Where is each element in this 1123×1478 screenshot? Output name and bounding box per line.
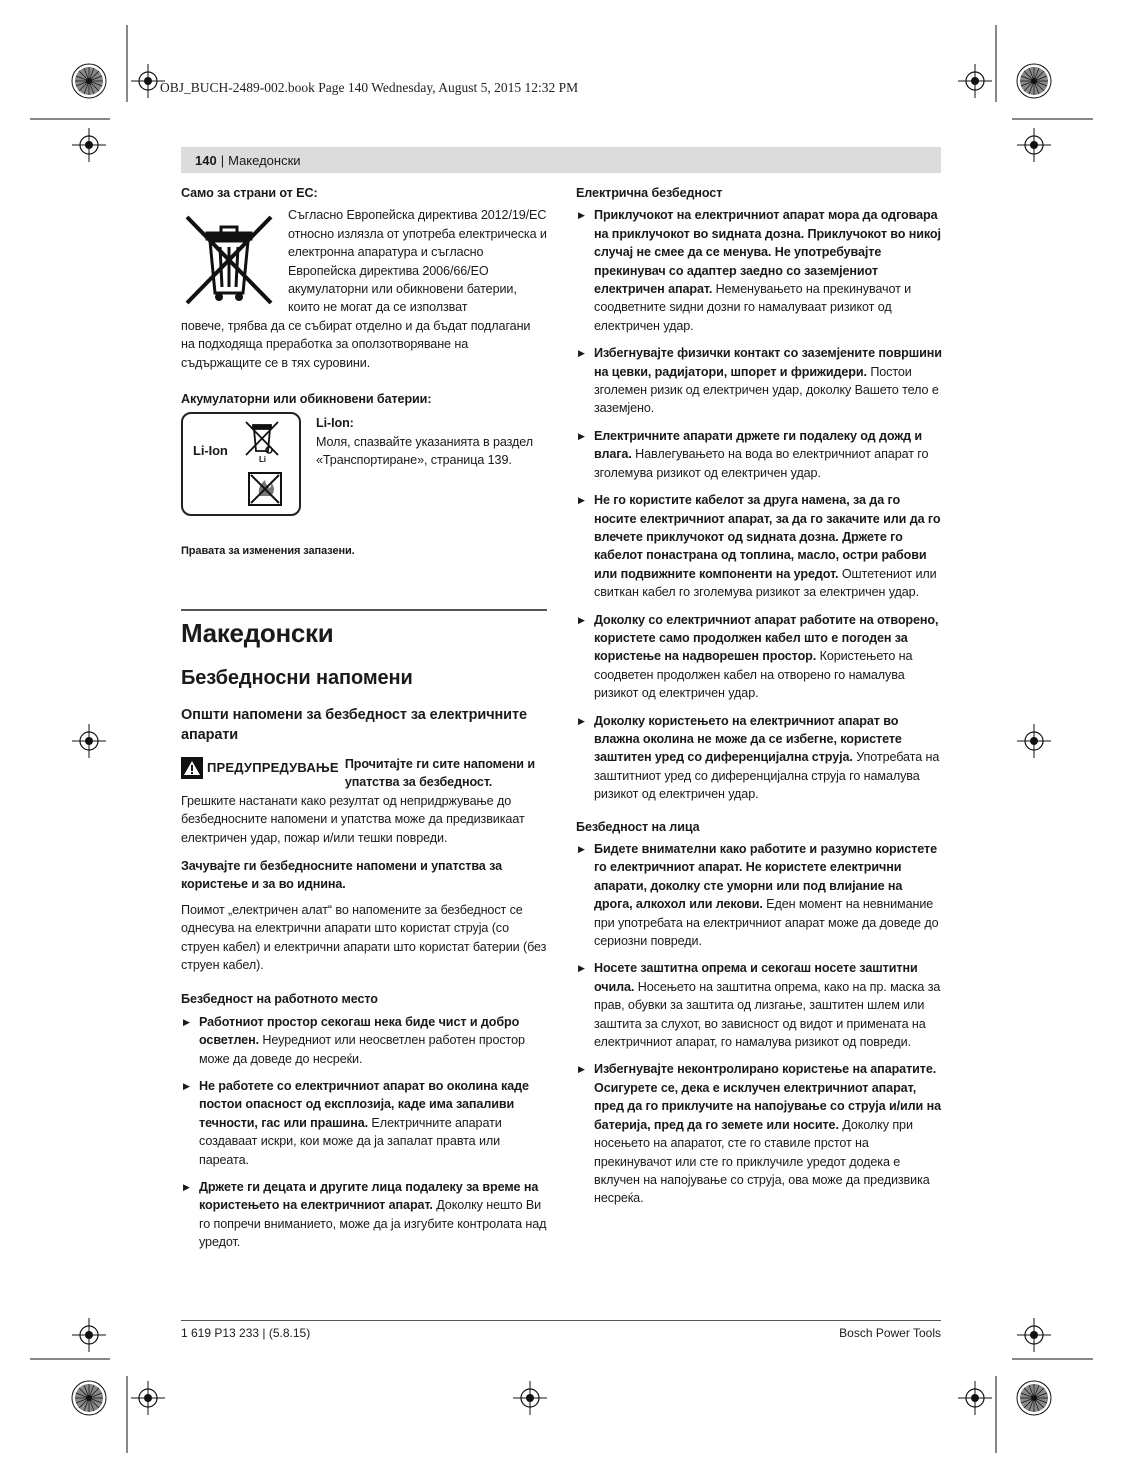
list-item	[181, 1178, 547, 1252]
li-icon-text: Li	[259, 455, 266, 464]
li-ion-battery-symbol	[181, 412, 301, 516]
item-bold: Бидете внимателни како работите и разумно користете го електричниот апарат. Не користете електрични апарати, доколку сте уморни или под влијание на дрога, алкохол или лекови.	[594, 842, 937, 912]
general-safety-title: Општи напомени за безбедност за електричните апарати	[181, 706, 527, 743]
keep-notice: Зачувајте ги безбедносните напомени и упатства за користење и за во иднина.	[181, 858, 503, 892]
item-bold: Избегнувајте физички контакт со заземјените површини на цевки, радијатори, шпорет и фрижидери.	[594, 346, 942, 379]
eu-directive-text: Съгласно Европейска директива 2012/19/ЕС относно излязла от употреба електрическа и електронна апаратура и съгласно Европейска директива 2006/66/ЕО акумулаторни или обикновени батерии, които не могат да се използват	[288, 208, 547, 315]
item-text: Постои зголемен ризик од електричен удар, доколку Вашето тело е заземјено.	[594, 364, 939, 416]
rights-reserved: Правата за изменения запазени.	[181, 545, 355, 558]
warning-detail: Грешките настанати како резултат од непридржување до безбедносните напомени и упатства може да предизвикаат електричен удар, пожар и/или тешки повреди.	[181, 793, 525, 845]
workplace-list	[181, 1013, 547, 1252]
main-title: Македонски	[181, 617, 334, 648]
item-bold: Доколку со електричниот апарат работите на отворено, користете само продолжен кабел што е погоден за користење на надворешен простор.	[594, 612, 939, 664]
left-column	[181, 184, 547, 1261]
battery-text-block	[316, 412, 538, 516]
item-bold: Држете ги децата и другите лица подалеку за време на користењето на електричниот апарат.	[199, 1180, 539, 1213]
safety-title: Безбедносни напомени	[181, 666, 413, 689]
list-item	[576, 840, 942, 950]
list-item	[576, 206, 942, 335]
item-bold: Носете заштитна опрема и секогаш носете заштитни очила.	[594, 961, 918, 994]
list-item	[576, 427, 942, 482]
item-bold: Доколку користењето на електричниот апарат во влажна околина не може да се избегне, користете заштитен уред со диференцијална струја.	[594, 713, 902, 765]
item-text: Оштетениот или свиткан кабел го зголемува ризикот за електричен удар.	[594, 566, 937, 600]
section-divider	[181, 609, 547, 611]
warning-badge	[181, 757, 339, 779]
battery-block	[181, 412, 547, 516]
workplace-heading: Безбедност на работното место	[181, 992, 378, 1007]
item-bold: Не работете со електричниот апарат во околина каде постои опасност од експлозија, каде има запаливи течности, гас или прашина.	[199, 1078, 529, 1130]
item-text: Електричните апарати создаваат искри, кои може да ја запалат правта или пареата.	[199, 1115, 502, 1167]
crossed-bin-li-icon	[243, 419, 281, 463]
electrical-list	[576, 206, 942, 803]
li-ion-label: Li-Ion	[193, 443, 228, 459]
header-separator: |	[220, 152, 225, 168]
battery-heading: Акумулаторни или обикновени батерии:	[181, 392, 432, 407]
personal-list	[576, 840, 942, 1208]
page-number: 140	[195, 152, 217, 168]
electrical-heading: Електрична безбедност	[576, 186, 723, 200]
list-item	[576, 1060, 942, 1207]
footer-divider	[181, 1320, 941, 1321]
item-bold: Избегнувајте неконтролирано користење на апаратите. Осигурете се, дека е исклучен електричниот апарат, пред да го приклучите на напојување со струја и/или на батерија, пред да го земете или носите.	[594, 1062, 941, 1132]
item-text: Еден момент на невнимание при употребата на електричниот апарат може да доведе до сериозни повреди.	[594, 897, 939, 949]
item-bold: Не го користите кабелот за друга намена, за да го носите електричниот апарат, за да го закачите или да го влечете приклучокот од ѕидната дозна. Држете го кабелот понастрана од топлина, масло, остри рабови или подвижните компоненти на уредот.	[594, 493, 941, 581]
list-item	[181, 1013, 547, 1068]
battery-text: Моля, спазвайте указанията в раздел «Транспортиране», страница 139.	[316, 434, 533, 468]
page-header	[181, 147, 941, 173]
warning-triangle-icon	[181, 757, 203, 779]
footer-brand: Bosch Power Tools	[839, 1326, 941, 1340]
item-text: Носењето на заштитна опрема, како на пр. маска за прав, обувки за заштита од лизгање, заштитен шлем или заштита за слухот, во зависност од видот и примената на електричниот апарат, го намалува ризикот од повреди.	[594, 979, 941, 1050]
battery-title: Li-Ion:	[316, 416, 354, 431]
item-text: Доколку нешто Ви го попречи вниманието, може да ја изгубите контролата над уредот.	[199, 1198, 547, 1250]
item-bold: Работниот простор секогаш нека биде чист и добро осветлен.	[199, 1014, 520, 1048]
item-text: Навлегувањето на вода во електричниот апарат го зголемува ризикот од електричен удар.	[594, 447, 929, 480]
eu-directive-continued: повече, трябва да се събират отделно и да бъдат подлагани на подходяща преработка за оползотворяване на съдържащите се в тях суровини.	[181, 318, 531, 370]
list-item	[576, 959, 942, 1051]
footer-doc-number: 1 619 P13 233 | (5.8.15)	[181, 1326, 311, 1340]
eu-heading: Само за страни от ЕС:	[181, 186, 318, 200]
list-item	[576, 491, 942, 601]
list-item	[181, 1077, 547, 1169]
list-item	[576, 712, 942, 804]
no-fire-battery-icon	[248, 472, 282, 506]
crossed-bin-icon	[181, 211, 277, 307]
print-header: OBJ_BUCH-2489-002.book Page 140 Wednesday, August 5, 2015 12:32 PM	[160, 80, 579, 95]
list-item	[576, 344, 942, 418]
personal-heading: Безбедност на лица	[576, 819, 700, 834]
eu-disposal-block	[181, 206, 547, 316]
item-text: Неуредниот или неосветлен работен простор може да доведе до несреќи.	[199, 1033, 525, 1066]
item-text: Доколку при носењето на апаратот, сте го ставиле прстот на прекинувачот или сте го приклучиле уредот додека е вклучен на напојување со струја, ова може да предизвика несреќа.	[594, 1117, 930, 1206]
warning-word: ПРЕДУПРЕДУВАЊЕ	[207, 759, 339, 775]
item-text: Користењето на соодветен продолжен кабел на отворено го намалува ризикот од електричен удар.	[594, 649, 913, 701]
warning-bold: Прочитајте ги сите напомени и упатства за безбедност.	[344, 756, 535, 790]
warning-block	[181, 755, 547, 847]
item-bold: Приклучокот на електричниот апарат мора да одговара на приклучокот во ѕидната дозна. Приклучокот во никој случај не смее да се менува. Не употребувајте прекинувач со адаптер заедно со заземјениот електричен апарат.	[594, 208, 941, 297]
list-item	[576, 611, 942, 703]
header-language: Македонски	[228, 152, 301, 168]
right-column	[576, 184, 942, 1217]
tool-term-definition: Поимот „електричен алат“ во напомените за безбедност се однесува на електрични апарати што користат струја (со струен кабел) и електрични апарати што користат батерии (без струен кабел).	[181, 902, 547, 972]
item-text: Употребата на заштитниот уред со диференцијална струја го намалува ризикот од електричен удар.	[594, 750, 940, 802]
item-text: Неменувањето на прекинувачот и соодветните ѕидни дозни го намалуваат ризикот од електричен удар.	[594, 282, 912, 333]
item-bold: Електричните апарати држете ги подалеку од дожд и влага.	[594, 428, 923, 462]
